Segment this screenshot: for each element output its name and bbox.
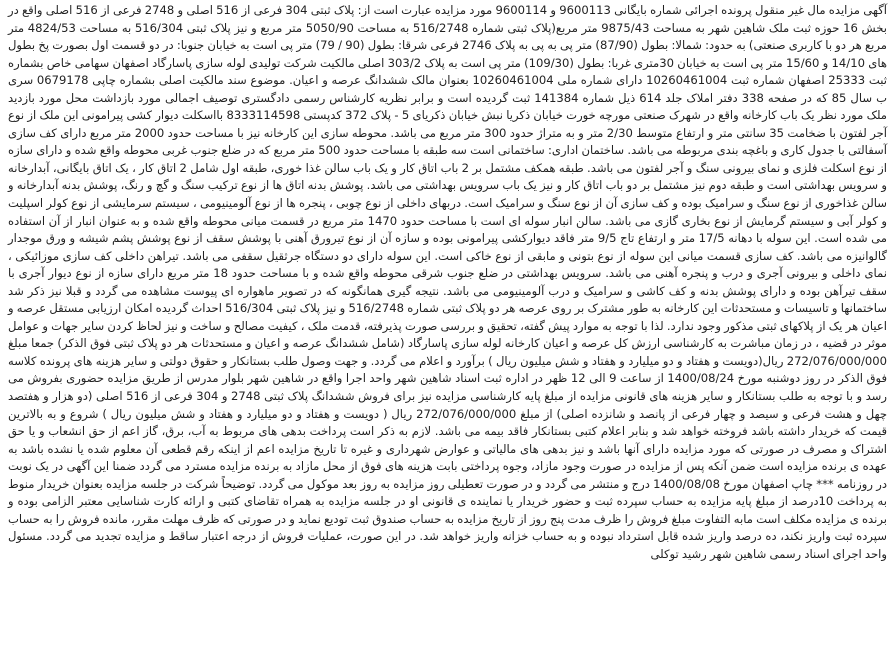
auction-notice-text: آگهی مزایده مال غیر منقول پرونده اجرائی شماره بایگانی 9600113 و 9600114 مورد مزایده عبارت است از: پلاک ثبتی 304 فرعی از 516 اصلی و 2748 فرعی از 516 اصلی واقع در بخش 16 حوزه ثبت ملک شاهین شهر به مساحت 9875/43 متر مربع(پلاک ثبتی شماره 516/2748 به مساحت 5050/90 متر مربع و نیز پلاک ثبتی 516/304 به مساحت 4824/53 متر مربع هر دو با کاربری صنعتی) به حدود: شمالا: بطول (87/90) متر پی به پی به پلاک 2746 فرعی شرقا: بطول (90 / 79) متر پی است به خیابان جنوبا: در دو قسمت اول بصورت پخ بطول های 14/10 و 15/60 متر پی است به خیابان 30متری غربا: بطول (109/30) متر پی است به پلاک 303/2 اصلی مالکیت شرکت تولیدی لوله سازی پاسارگاد اصفهان سهامی خاص بشماره ثبت 25333 اصفهان شماره ثبت 10260461004 دارای شماره ملی 10260461004 بعنوان مالک ششدانگ عرصه و اعیان. موضوع سند مالکیت اصلی بشماره چاپی 0679178 سری ب سال 85 که در صفحه 338 دفتر املاک جلد 614 ذیل شماره 141384 ثبت گردیده است و برابر نظریه کارشناس رسمی دادگستری توصیف اجمالی مورد بازداشت محل مورد بازدید ملک مورد نظر یک باب کارخانه واقع در شهرک صنعتی مورچه خورت خیابان ذکریا نبش خیابان ذکریای 5 - پلاک 372 کدپستی 8333114598 بااسکلت دیوار کشی پیرامونی این ملک از نوع آجر لفتون با ضخامت 35 سانتی متر و ارتفاع متوسط 2/30 متر و به متراژ حدود 300 متر مربع می باشد. محوطه سازی این کارخانه نیز با مساحت حدود 2000 متر مربع دارای کف سازی آسفالتی با جدول کاری و باغچه بندی مربوطه می باشد. ساختمان اداری: ساختمانی است سه طبقه با مساحت حدود 500 متر مربع که در ضلع جنوب غربی محوطه واقع شده و دارای سازه از نوع اسکلت فلزی و نمای بیرونی سنگ و آجر لفتون می باشد. طبقه همکف مشتمل بر 2 باب اتاق کار و یک باب سالن غذا خوری، طبقه اول شامل 2 اتاق کار ، یک اتاق بایگانی، آبدارخانه و سرویس بهداشتی است و طبقه دوم نیز مشتمل بر دو باب اتاق کار و نیز یک باب سرویس بهداشتی می باشد. پوشش بدنه اتاق ها از نوع ترکیب سنگ و گچ و رنگ، پوشش بدنه آبدارخانه و سالن غذاخوری از نوع سنگ و سرامیک بوده و کف سازی آن از نوع سنگ و سرامیک است. دربهای داخلی از نوع چوبی ، پنجره ها از نوع آلومینیومی ، سیستم سرمایشی از نوع کولر اسپلیت و کولر آبی و سیستم گرمایش از نوع بخاری گازی می باشد. سالن انبار سوله ای است با مساحت حدود 1470 متر مربع در قسمت میانی محوطه واقع شده و به عنوان انبار از آن استفاده می شده است. این سوله با دهانه 17/5 متر و ارتفاع تاج 9/5 متر فاقد دیوارکشی پیرامونی بوده و سازه آن از نوع تیرورق آهنی با پوشش سقف از نوع پوشش پشم شیشه و ورق موجدار گالوانیزه می باشد. کف سازی قسمت میانی این سوله از نوع بتونی و مابقی از نوع خاکی است. این سوله دارای دو دستگاه جرثقیل سقفی می باشد. تیراهن داخلی کف سازی موزائیکی ، نمای داخلی و بیرونی آجری و درب و پنجره آهنی می باشد. سرویس بهداشتی در ضلع جنوب شرقی محوطه واقع شده و با مساحت حدود 18 متر مربع دارای سازه از نوع دیوار آجری با سقف تیرآهن بوده و دارای پوشش بدنه و کف کاشی و سرامیک و درب آلومینیومی می باشد. نتیجه گیری همانگونه که در تصویر ماهواره ای پیوست مشاهده می گردد و قبلا نیز ذکر شد ساختمانها و تاسیسات و مستحدثات این کارخانه به طور مشترک بر روی عرصه هر دو پلاک ثبتی شماره 516/2748 و نیز پلاک ثبتی 516/304 احداث گردیده امکان ارزیابی مستقل عرصه و اعیان هر یک از پلاکهای ثبتی مذکور وجود ندارد. لذا با توجه به موارد پیش گفته، تحقیق و بررسی صورت پذیرفته، قدمت ملک ، کیفیت مصالح و ساخت و نیز لحاظ کردن سایر جهات و عوامل موثر در قضیه ، در زمان مباشرت به کارشناسی ارزش کل عرصه و اعیان کارخانه لوله سازی پاسارگاد (شامل ششدانگ عرصه و اعیان و مستحدثات هر دو پلاک ثبتی فوق الذکر) جمعا مبلغ 272/076/000/000 ریال(دویست و هفتاد و دو میلیارد و هفتاد و شش میلیون ریال ) برآورد و اعلام می گردد. و جهت وصول طلب بستانکار و حقوق دولتی و سایر هزینه های پرونده کلاسه فوق الذکر در روز دوشنبه مورخ 1400/08/24 از ساعت 9 الی 12 ظهر در اداره ثبت اسناد شاهین شهر واحد اجرا واقع در شاهین شهر بلوار مدرس از طریق مزایده حضوری بفروش می رسد و با توجه به طلب بستانکار و سایر هزینه های قانونی مزایده از مبلغ پایه کارشناسی مزایده نیز برای فروش ششدانگ پلاک ثبتی 2748 و 304 فرعی از 516 اصلی (دو هزار و هفتصد چهل و هشت فرعی و سیصد و چهار فرعی از پانصد و شانزده اصلی) از مبلغ 272/076/000/000 ریال ( دویست و هفتاد و دو میلیارد و هفتاد و شش میلیون ریال ) شروع و به بالاترین قیمت که خریدار داشته باشد فروخته خواهد شد و بنابر اعلام کتبی بستانکار فاقد بیمه می باشد. لازم به ذکر است پرداخت بدهی های مربوط به آب، برق، گاز اعم از حق انشعاب و یا حق اشتراک و مصرف در صورتی که مورد مزایده دارای آنها باشد و نیز بدهی های مالیاتی و عوارض شهرداری و غیره تا تاریخ مزایده اعم از اینکه رقم قطعی آن معلوم شده یا نشده باشد به عهده ی برنده مزایده است ضمن آنکه پس از مزایده در صورت وجود مازاد، وجوه پرداختی بابت هزینه های فوق از محل مازاد به برنده مزایده مسترد می گردد ضمنا این آگهی در یک نوبت در روزنامه *** چاپ اصفهان مورخ 1400/08/08 درج و منتشر می گردد و در صورت تعطیلی روز مزایده به روز بعد موکول می گردد. توضیحاً شرکت در جلسه مزایده بعنوان خریدار منوط به پرداخت 10درصد از مبلغ پایه مزایده به حساب سپرده ثبت و حضور خریدار یا نماینده ی قانونی او در جلسه مزایده به همراه تقاضای کتبی و ارائه کارت شناسایی معتبر الزامی بوده و برنده ی مزایده مکلف است مابه التفاوت مبلغ فروش را ظرف مدت پنج روز از تاریخ مزایده به حساب صندوق ثبت تودیع نماید و در صورتی که ظرف مهلت مقرر، مانده فروش را به حساب سپرده ثبت واریز نکند، ده درصد واریز شده قابل استرداد نبوده و به حساب خزانه واریز خواهد شد. در این صورت، عملیات فروش از درجه اعتبار ساقط و مزایده تجدید می گردد. مسئول واحد اجرای اسناد رسمی شاهین شهر رشید توکلی xyxy=(8,3,888,561)
